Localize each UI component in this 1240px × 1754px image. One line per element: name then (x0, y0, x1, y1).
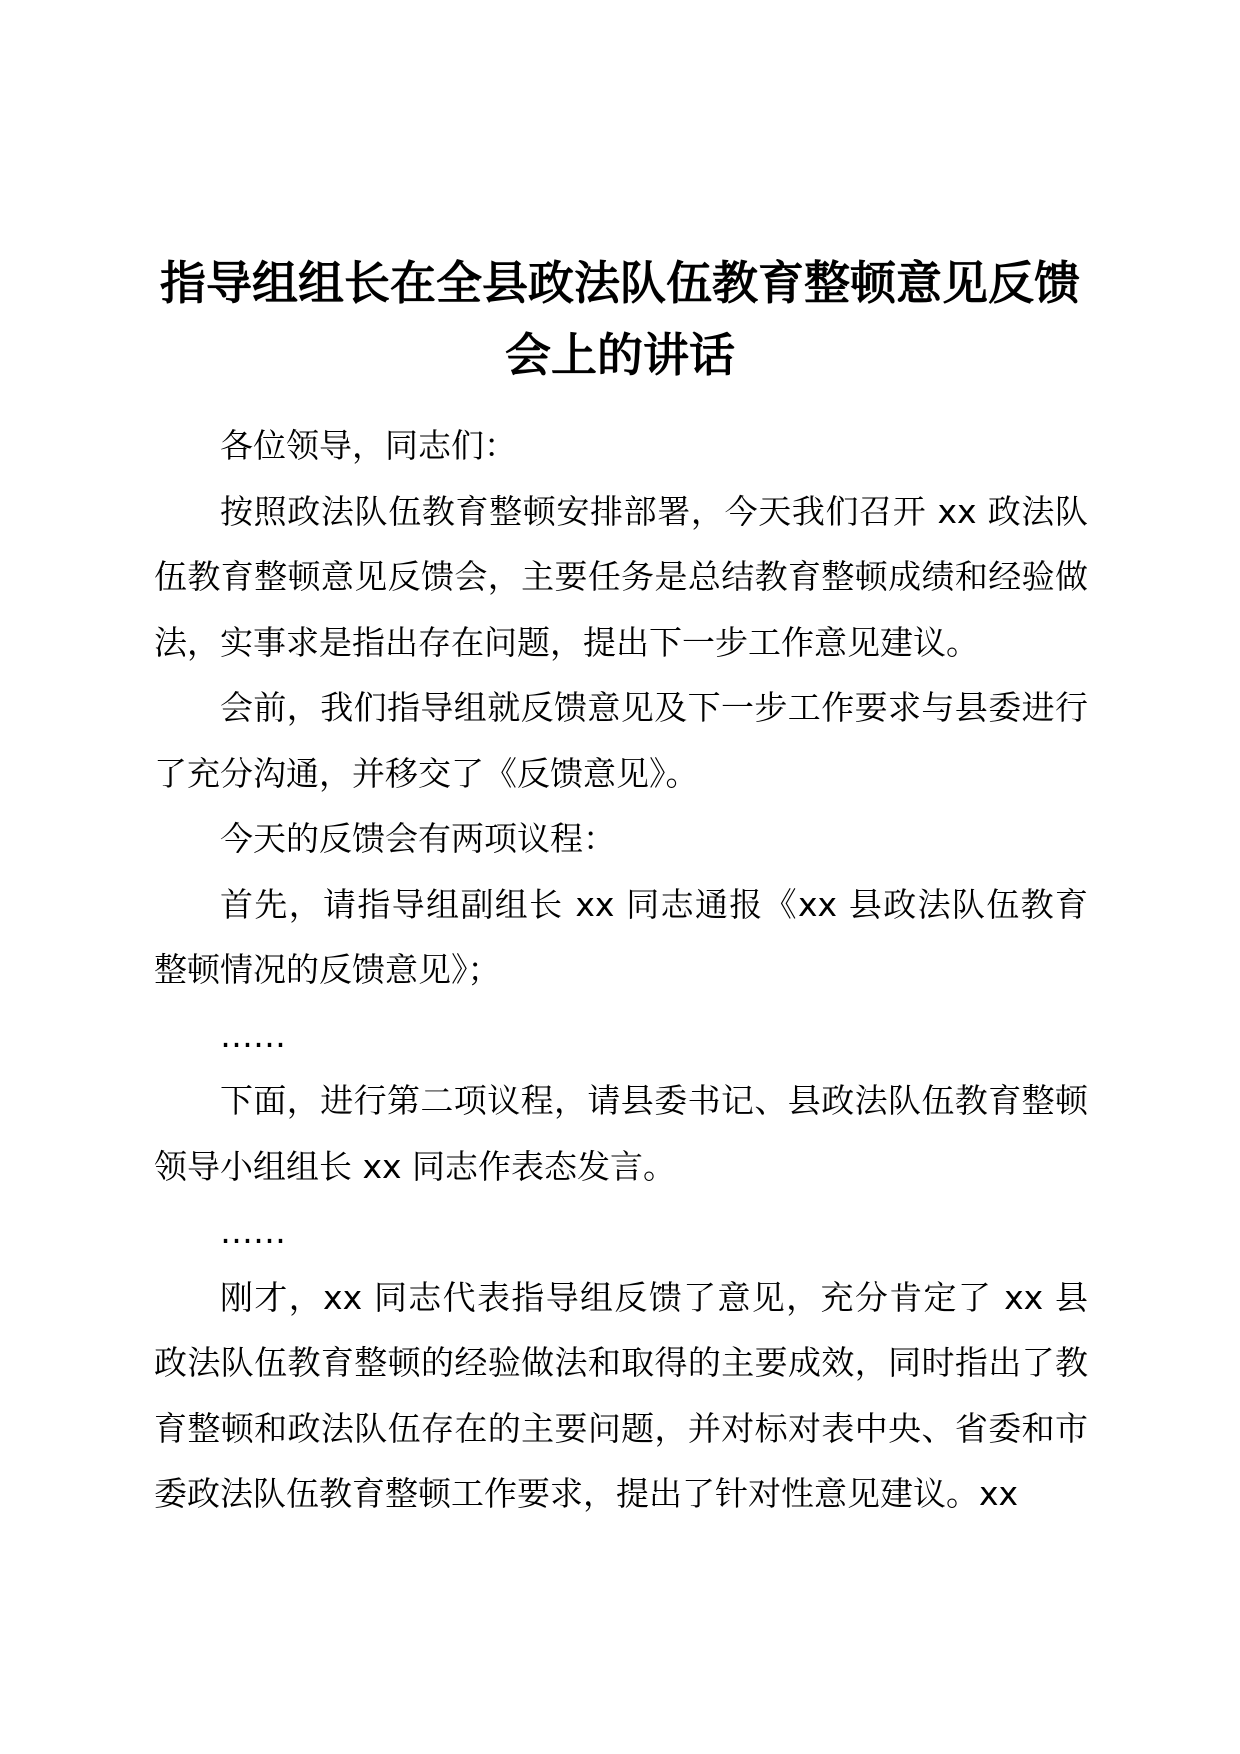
title-line-2: 会上的讲话 (505, 328, 735, 382)
body-paragraph: 会前，我们指导组就反馈意见及下一步工作要求与县委进行了充分沟通，并移交了《反馈意见》。 (154, 688, 1088, 793)
body-paragraph: 按照政法队伍教育整顿安排部署，今天我们召开 xx 政法队伍教育整顿意见反馈会，主要任务是总结教育整顿成绩和经验做法，实事求是指出存在问题，提出下一步工作意见建议。 (154, 491, 1088, 662)
salutation-paragraph: 各位领导，同志们： (220, 426, 517, 465)
document-body (154, 413, 1088, 1527)
title-line-1: 指导组组长在全县政法队伍教育整顿意见反馈 (160, 256, 1080, 310)
body-paragraph: 今天的反馈会有两项议程： (220, 819, 616, 858)
ellipsis-paragraph: …… (220, 1015, 286, 1055)
body-paragraph: 刚才，xx 同志代表指导组反馈了意见，充分肯定了 xx 县政法队伍教育整顿的经验做法和取得的主要成效，同时指出了教育整顿和政法队伍存在的主要问题，并对标对表中央、省委和市委政法队伍教育整顿工作要求，提出了针对性意见建议。xx (154, 1277, 1088, 1513)
document-title (150, 247, 1090, 391)
ellipsis-paragraph: …… (220, 1212, 286, 1251)
body-paragraph: 首先，请指导组副组长 xx 同志通报《xx 县政法队伍教育整顿情况的反馈意见》； (154, 884, 1088, 989)
body-paragraph: 下面，进行第二项议程，请县委书记、县政法队伍教育整顿领导小组组长 xx 同志作表态发言。 (154, 1081, 1088, 1186)
